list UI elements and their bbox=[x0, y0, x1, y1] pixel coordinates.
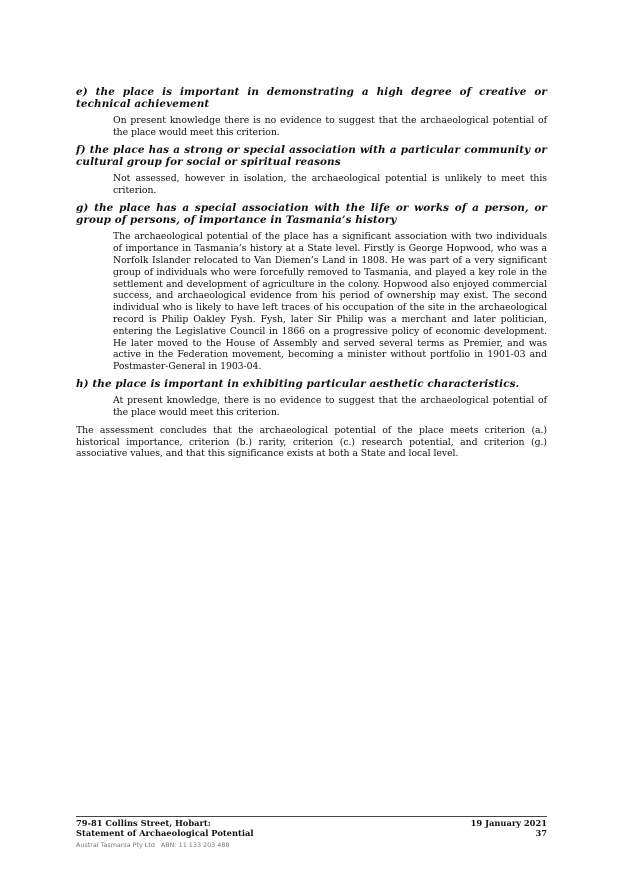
footer-row-bottom bbox=[76, 828, 547, 838]
criterion-text: The archaeological potential of the place has a significant association with two individuals of importance in Tasmania’s history at a State level. Firstly is George Hopwood, who was a Norfolk Islander relocated to Van Diemen’s Land in 1808. He was part of a very significant group of individuals who were forcefully removed to Tasmania, and played a key role in the settlement and development of agriculture in the colony. Hopwood also enjoyed commercial success, and archaeological evidence from his period of ownership may exist. The second individual who is likely to have left traces of his occupation of the site in the archaeological record is Philip Oakley Fysh. Fysh, later Sir Philip was a merchant and later politician, entering the Legislative Council in 1866 on a progressive policy of economic development. He later moved to the House of Assembly and served several terms as Premier, and was active in the Federation movement, becoming a minister without portfolio in 1901-03 and Postmaster-General in 1903-04. bbox=[113, 231, 547, 373]
criterion-heading: e) the place is important in demonstrating a high degree of creative or technical achievement bbox=[76, 86, 547, 111]
footer-report-title: Statement of Archaeological Potential bbox=[76, 828, 254, 839]
page-footer bbox=[76, 816, 547, 850]
criterion-e bbox=[76, 86, 547, 139]
criterion-text: Not assessed, however in isolation, the archaeological potential is unlikely to meet this criterion. bbox=[113, 173, 547, 197]
footer-row-top bbox=[76, 818, 547, 828]
criterion-heading: f) the place has a strong or special association with a particular community or cultural group for social or spiritual reasons bbox=[76, 144, 547, 169]
footer-company: Austral Tasmania Pty Ltd bbox=[76, 840, 155, 849]
criterion-g bbox=[76, 202, 547, 373]
criterion-heading: g) the place has a special association with the life or works of a person, or group of persons, of importance in Tasmania’s history bbox=[76, 202, 547, 227]
criterion-text: On present knowledge there is no evidence to suggest that the archaeological potential of the place would meet this criterion. bbox=[113, 115, 547, 139]
footer-company-line bbox=[76, 841, 547, 850]
page-number: 37 bbox=[535, 828, 547, 839]
criterion-f bbox=[76, 144, 547, 197]
conclusion-paragraph: The assessment concludes that the archaeological potential of the place meets criterion (a.) historical importance, criterion (b.) rarity, criterion (c.) research potential, and criterion (g.) associative values, and that this significance exists at both a State and local level. bbox=[76, 424, 547, 460]
footer-date: 19 January 2021 bbox=[470, 818, 547, 828]
criterion-h bbox=[76, 378, 547, 419]
footer-abn: ABN: 11 133 203 488 bbox=[160, 840, 230, 849]
criterion-heading: h) the place is important in exhibiting particular aesthetic characteristics. bbox=[76, 377, 520, 390]
criterion-text: At present knowledge, there is no evidence to suggest that the archaeological potential of the place would meet this criterion. bbox=[113, 395, 547, 418]
criteria-section bbox=[76, 86, 547, 460]
footer-divider bbox=[76, 816, 547, 817]
footer-address: 79-81 Collins Street, Hobart: bbox=[76, 818, 211, 828]
